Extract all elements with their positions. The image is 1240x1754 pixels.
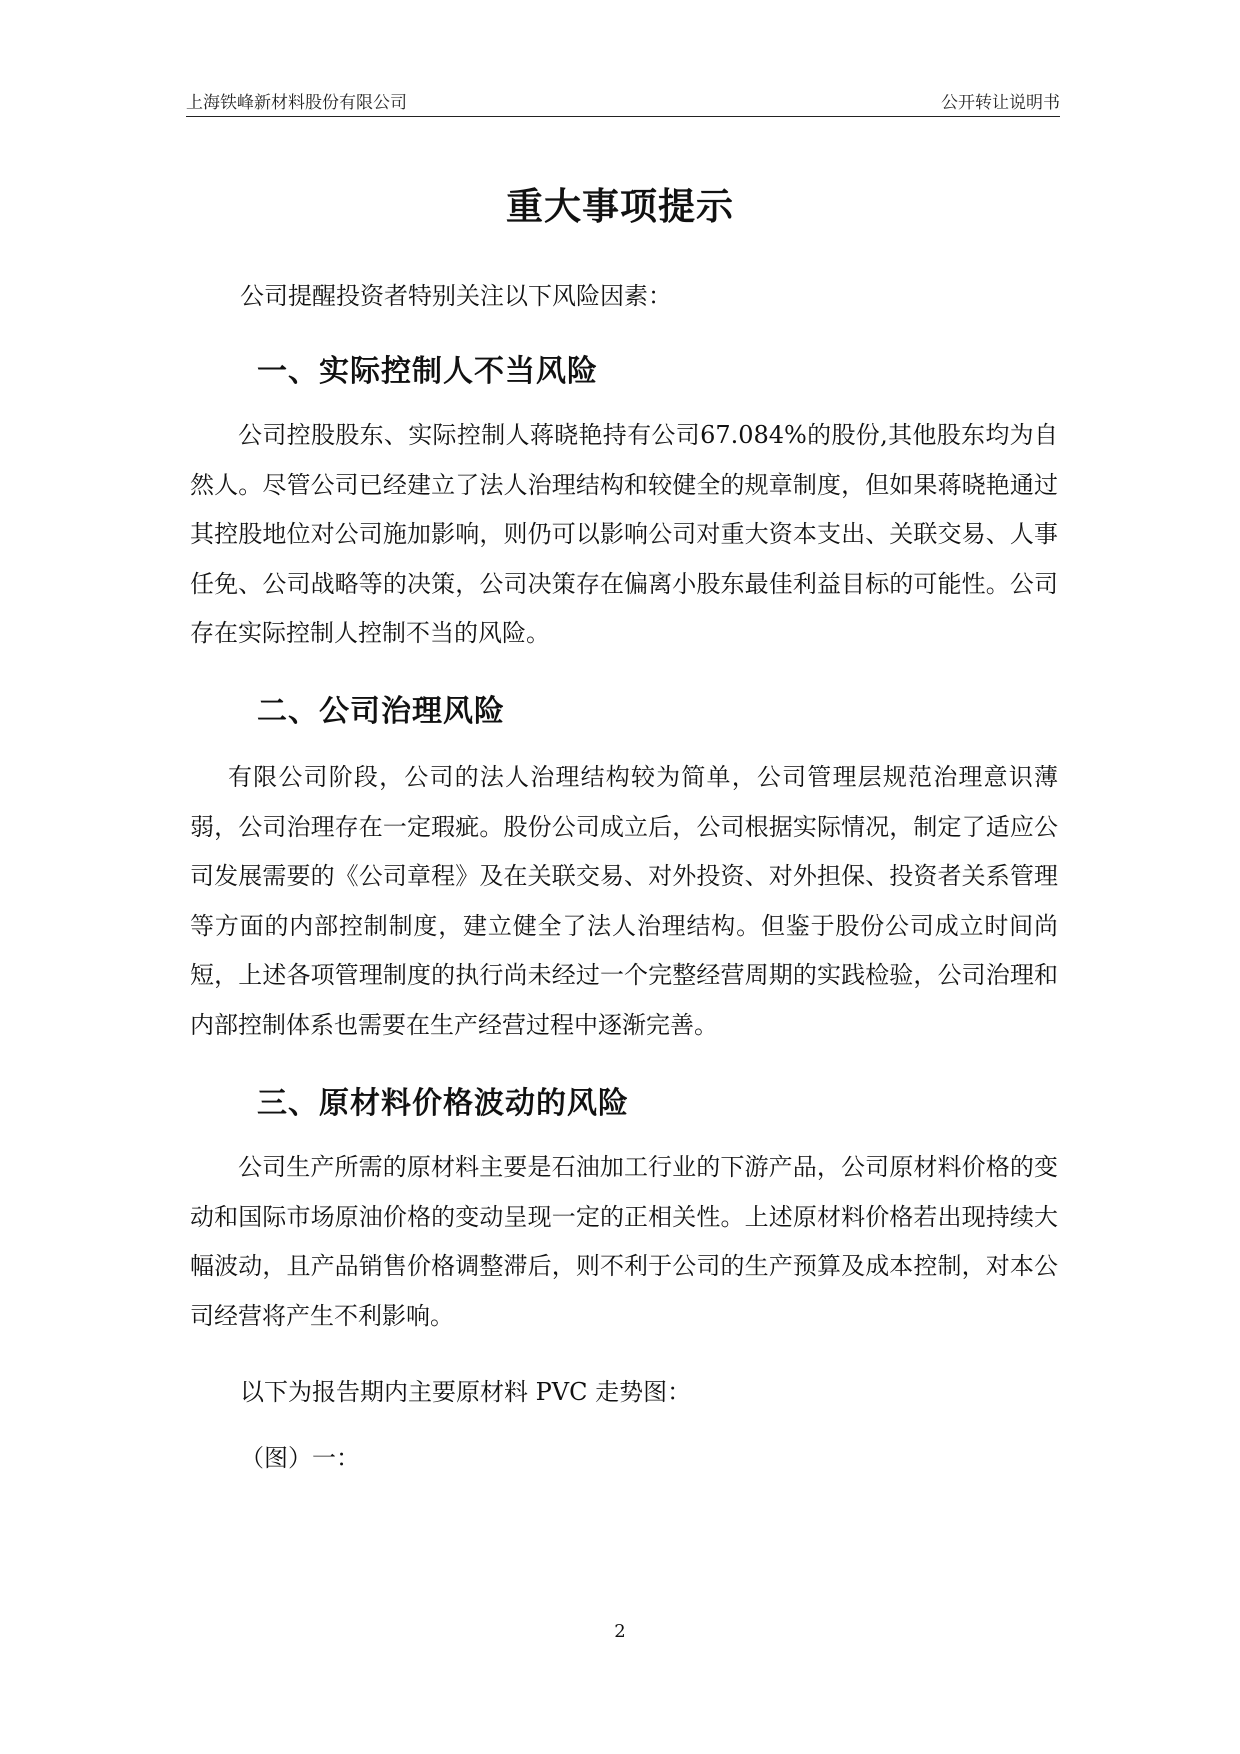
- page-number: 2: [614, 1621, 626, 1642]
- section-paragraph-3: 公司生产所需的原材料主要是石油加工行业的下游产品，公司原材料价格的变动和国际市场原油价格的变动呈现一定的正相关性。上述原材料价格若出现持续大幅波动，且产品销售价格调整滞后，则不利于公司的生产预算及成本控制，对本公司经营将产生不利影响。: [190, 1153, 1058, 1330]
- page-title: 重大事项提示: [506, 185, 734, 228]
- section-paragraph-2: 有限公司阶段，公司的法人治理结构较为简单，公司管理层规范治理意识薄弱，公司治理存在一定瑕疵。股份公司成立后，公司根据实际情况，制定了适应公司发展需要的《公司章程》及在关联交易、对外投资、对外担保、投资者关系管理等方面的内部控制制度，建立健全了法人治理结构。但鉴于股份公司成立时间尚短，上述各项管理制度的执行尚未经过一个完整经营周期的实践检验，公司治理和内部控制体系也需要在生产经营过程中逐渐完善。: [190, 763, 1058, 1039]
- section-paragraph-1: 公司控股股东、实际控制人蒋晓艳持有公司67.084%的股份,其他股东均为自然人。尽管公司已经建立了法人治理结构和较健全的规章制度，但如果蒋晓艳通过其控股地位对公司施加影响，则仍可以影响公司对重大资本支出、关联交易、人事任免、公司战略等的决策，公司决策存在偏离小股东最佳利益目标的可能性。公司存在实际控制人控制不当的风险。: [190, 421, 1058, 647]
- intro-text: 公司提醒投资者特别关注以下风险因素：: [240, 282, 672, 310]
- chart-intro-text: 以下为报告期内主要原材料 PVC 走势图：: [240, 1378, 692, 1406]
- header-document-type: 公开转让说明书: [941, 93, 1060, 113]
- page-header: [186, 86, 1060, 117]
- header-company-name: 上海铁峰新材料股份有限公司: [186, 93, 407, 113]
- section-heading-1: 一、实际控制人不当风险: [257, 354, 598, 389]
- section-heading-2: 二、公司治理风险: [257, 694, 505, 729]
- section-heading-3: 三、原材料价格波动的风险: [257, 1086, 629, 1121]
- figure-label: （图）一：: [240, 1444, 360, 1472]
